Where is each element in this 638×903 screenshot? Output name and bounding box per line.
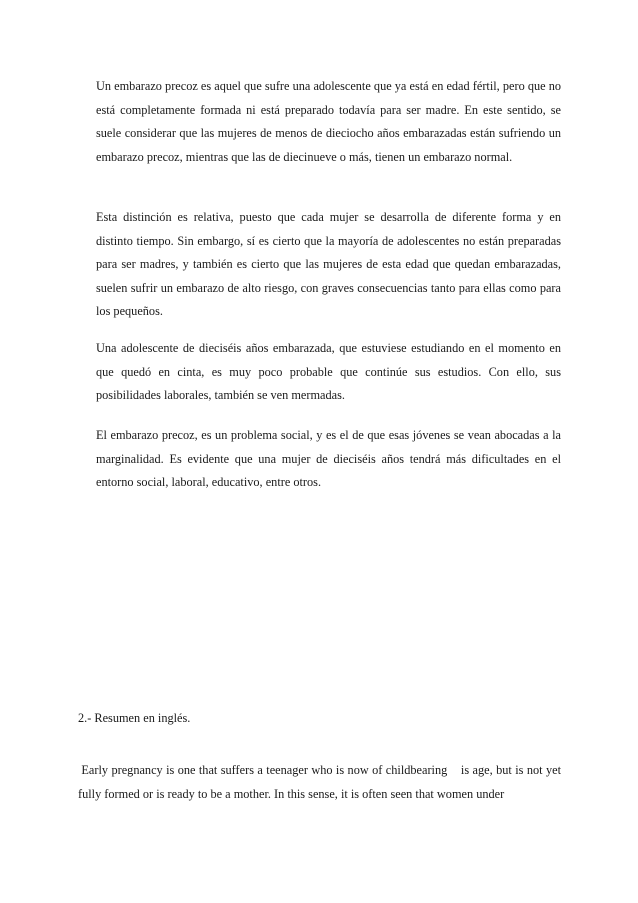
paragraph-estudios: Una adolescente de dieciséis años embarazada, que estuviese estudiando en el momento en que quedó en cinta, es muy poco probable que continúe sus estudios. Con ello, sus posibilidades laborales, también se ven mermadas. (96, 341, 561, 403)
section-heading: 2.- Resumen en inglés. (78, 711, 191, 725)
paragraph-embarazo-precoz-definicion: Un embarazo precoz es aquel que sufre una adolescente que ya está en edad fértil, pero que no está completamente formada ni está preparado todavía para ser madre. En este sentido, se suele considerar que las mujeres de menos de dieciocho años embarazadas están sufriendo un embarazo precoz, mientras que las de diecinueve o más, tienen un embarazo normal. (96, 79, 561, 164)
english-summary-paragraph: Early pregnancy is one that suffers a teenager who is now of childbearing is age, but is not yet fully formed or is ready to be a mother. In this sense, it is often seen that women under (78, 763, 565, 801)
paragraph-distincion-relativa: Esta distinción es relativa, puesto que cada mujer se desarrolla de diferente forma y en distinto tiempo. Sin embargo, sí es cierto que la mayoría de adolescentes no están preparadas para ser madres, y también es cierto que las mujeres de esta edad que quedan embarazadas, suelen sufrir un embarazo de alto riesgo, con graves consecuencias tanto para ellas como para los pequeños. (96, 210, 561, 319)
paragraph-problema-social: El embarazo precoz, es un problema social, y es el de que esas jóvenes se vean abocadas a la marginalidad. Es evidente que una mujer de dieciséis años tendrá más dificultades en el entorno social, laboral, educativo, entre otros. (96, 428, 561, 490)
